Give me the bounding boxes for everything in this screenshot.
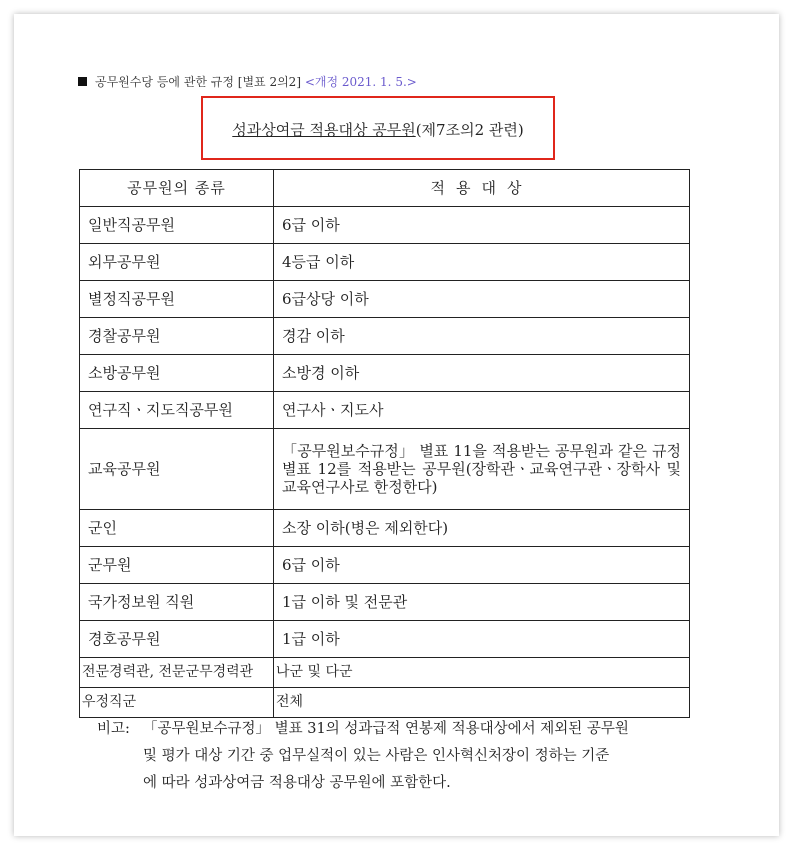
highlight-box	[201, 96, 555, 160]
table-header-row	[80, 170, 690, 207]
table-row	[80, 392, 690, 429]
remarks-line: 「공무원보수규정」 별표 31의 성과급적 연봉제 적용대상에서 제외된 공무원	[143, 721, 629, 737]
document-header	[78, 73, 417, 90]
cell-type: 교육공무원	[80, 429, 274, 510]
table-row	[80, 621, 690, 658]
cell-target: 경감 이하	[274, 318, 690, 355]
remarks-line: 및 평가 대상 기간 중 업무실적이 있는 사람은 인사혁신처장이 정하는 기준	[143, 748, 610, 764]
cell-type: 경찰공무원	[80, 318, 274, 355]
table-row	[80, 547, 690, 584]
page-title	[203, 119, 553, 140]
revision-date: <개정 2021. 1. 5.>	[304, 75, 417, 89]
column-header-target: 적용대상	[274, 170, 690, 207]
remarks-label: 비고:	[97, 721, 130, 737]
table-row	[80, 510, 690, 547]
remarks-line: 에 따라 성과상여금 적용대상 공무원에 포함한다.	[143, 775, 451, 791]
cell-target: 나군 및 다군	[274, 658, 690, 688]
cell-target: 연구사ㆍ지도사	[274, 392, 690, 429]
cell-target: 「공무원보수규정」 별표 11을 적용받는 공무원과 같은 규정 별표 12를 적용받는 공무원(장학관ㆍ교육연구관ㆍ장학사 및 교육연구사로 한정한다)	[274, 429, 690, 510]
table-row	[80, 688, 690, 718]
cell-target: 6급 이하	[274, 207, 690, 244]
square-bullet-icon	[78, 77, 87, 86]
table-row	[80, 584, 690, 621]
eligibility-table	[79, 169, 690, 718]
cell-type: 군무원	[80, 547, 274, 584]
table-row	[80, 281, 690, 318]
cell-target: 1급 이하	[274, 621, 690, 658]
cell-type: 소방공무원	[80, 355, 274, 392]
cell-type: 경호공무원	[80, 621, 274, 658]
table-row	[80, 429, 690, 510]
table-row	[80, 244, 690, 281]
title-main: 성과상여금 적용대상 공무원	[232, 121, 416, 139]
cell-type: 군인	[80, 510, 274, 547]
cell-type: 일반직공무원	[80, 207, 274, 244]
remarks-text	[143, 716, 688, 797]
table-row	[80, 658, 690, 688]
title-sub: (제7조의2 관련)	[415, 121, 524, 139]
cell-type: 연구직ㆍ지도직공무원	[80, 392, 274, 429]
cell-type: 전문경력관, 전문군무경력관	[80, 658, 274, 688]
cell-target: 소장 이하(병은 제외한다)	[274, 510, 690, 547]
cell-type: 우정직군	[80, 688, 274, 718]
cell-target: 전체	[274, 688, 690, 718]
cell-target: 4등급 이하	[274, 244, 690, 281]
cell-type: 국가정보원 직원	[80, 584, 274, 621]
cell-type: 별정직공무원	[80, 281, 274, 318]
cell-target: 1급 이하 및 전문관	[274, 584, 690, 621]
table-row	[80, 318, 690, 355]
cell-target: 6급 이하	[274, 547, 690, 584]
table-row	[80, 355, 690, 392]
regulation-reference: 공무원수당 등에 관한 규정 [별표 2의2]	[95, 75, 301, 89]
cell-target: 소방경 이하	[274, 355, 690, 392]
column-header-type: 공무원의 종류	[80, 170, 274, 207]
cell-type: 외무공무원	[80, 244, 274, 281]
table-row	[80, 207, 690, 244]
cell-target: 6급상당 이하	[274, 281, 690, 318]
